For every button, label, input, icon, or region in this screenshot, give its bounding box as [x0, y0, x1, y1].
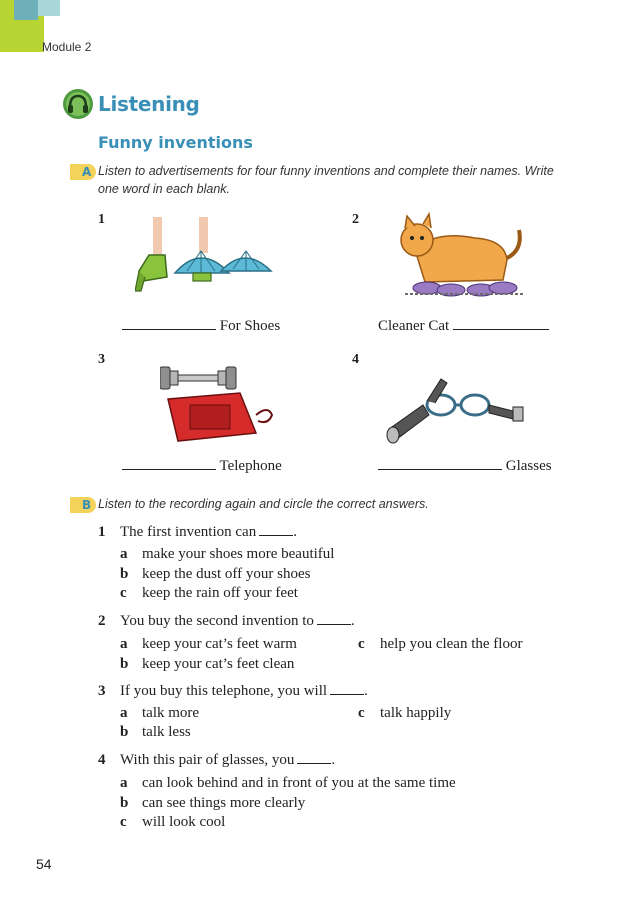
question-1	[98, 523, 297, 541]
option[interactable]	[120, 566, 310, 583]
option[interactable]	[120, 546, 334, 563]
option-text: make your shoes more beautiful	[142, 546, 335, 562]
answer-blank	[297, 751, 331, 764]
question-text: If you buy this telephone, you will	[120, 683, 328, 699]
answer-blank[interactable]	[122, 316, 216, 330]
part-a-badge: A	[70, 164, 96, 180]
option-letter: c	[120, 814, 127, 830]
question-text: The first invention can	[120, 524, 257, 540]
question-number: 1	[98, 524, 106, 540]
question-text: You buy the second invention to	[120, 613, 314, 629]
part-a-instruction: Listen to advertisements for four funny inventions and complete their names. Write one word in each blank.	[98, 164, 554, 196]
section-subtitle: Funny inventions	[98, 133, 253, 152]
option-letter: b	[120, 656, 129, 672]
item-number: 4	[352, 352, 359, 367]
fill-blank-item-1	[122, 316, 280, 335]
part-b-badge: B	[70, 497, 96, 513]
answer-blank[interactable]	[122, 456, 216, 470]
option-text: keep your cat’s feet warm	[142, 636, 297, 652]
option-text: talk less	[142, 724, 191, 740]
item-number: 2	[352, 212, 359, 227]
question-4	[98, 751, 335, 769]
item-label: Glasses	[505, 458, 552, 474]
option-text: will look cool	[142, 814, 226, 830]
question-number: 2	[98, 613, 106, 629]
answer-blank[interactable]	[378, 456, 502, 470]
option[interactable]	[120, 656, 294, 673]
telescope-glasses-picture	[385, 375, 530, 445]
item-label: Telephone	[219, 458, 282, 474]
option-letter: c	[358, 705, 365, 721]
question-end: .	[364, 683, 368, 699]
item-number: 3	[98, 352, 105, 367]
question-end: .	[293, 524, 297, 540]
item-label: Cleaner Cat	[378, 318, 450, 334]
option[interactable]	[120, 705, 199, 722]
fill-blank-item-4	[378, 456, 552, 475]
fill-blank-item-3	[122, 456, 282, 475]
question-3	[98, 682, 368, 700]
section-title: Listening	[98, 92, 200, 116]
item-label: For Shoes	[219, 318, 281, 334]
option[interactable]	[358, 705, 451, 722]
option[interactable]	[358, 636, 522, 653]
module-label: Module 2	[42, 40, 92, 54]
question-text: With this pair of glasses, you	[120, 752, 295, 768]
option-letter: a	[120, 705, 128, 721]
option[interactable]	[120, 585, 298, 602]
option-letter: b	[120, 795, 129, 811]
question-number: 4	[98, 752, 106, 768]
answer-blank[interactable]	[453, 316, 549, 330]
option-text: can see things more clearly	[142, 795, 306, 811]
option[interactable]	[120, 775, 456, 792]
option-text: talk more	[142, 705, 200, 721]
option[interactable]	[120, 814, 225, 831]
headphones-icon	[62, 88, 94, 120]
answer-blank	[259, 523, 293, 536]
option-text: can look behind and in front of you at the same time	[142, 775, 456, 791]
option-text: keep the rain off your feet	[142, 585, 298, 601]
section-heading	[62, 88, 200, 120]
cleaner-cat-picture	[395, 210, 530, 300]
question-number: 3	[98, 683, 106, 699]
option-letter: b	[120, 566, 129, 582]
question-end: .	[331, 752, 336, 768]
option-letter: c	[358, 636, 365, 652]
umbrella-shoes-picture	[135, 215, 275, 295]
option-letter: a	[120, 775, 128, 791]
page-number: 54	[36, 856, 52, 872]
answer-blank	[317, 612, 351, 625]
question-end: .	[350, 613, 355, 629]
option-letter: a	[120, 636, 128, 652]
option-text: help you clean the floor	[380, 636, 523, 652]
option-letter: a	[120, 546, 128, 562]
option[interactable]	[120, 724, 191, 741]
option-text: keep the dust off your shoes	[142, 566, 311, 582]
option[interactable]	[120, 636, 297, 653]
option[interactable]	[120, 795, 305, 812]
question-2	[98, 612, 355, 630]
option-letter: b	[120, 724, 129, 740]
dumbbell-telephone-picture	[160, 355, 275, 445]
answer-blank	[330, 682, 364, 695]
corner-decoration	[38, 0, 60, 16]
option-letter: c	[120, 585, 127, 601]
part-b-instruction: Listen to the recording again and circle the correct answers.	[98, 497, 429, 511]
fill-blank-item-2	[378, 316, 549, 335]
item-number: 1	[98, 212, 105, 227]
option-text: keep your cat’s feet clean	[142, 656, 295, 672]
option-text: talk happily	[380, 705, 452, 721]
corner-decoration	[14, 0, 38, 20]
